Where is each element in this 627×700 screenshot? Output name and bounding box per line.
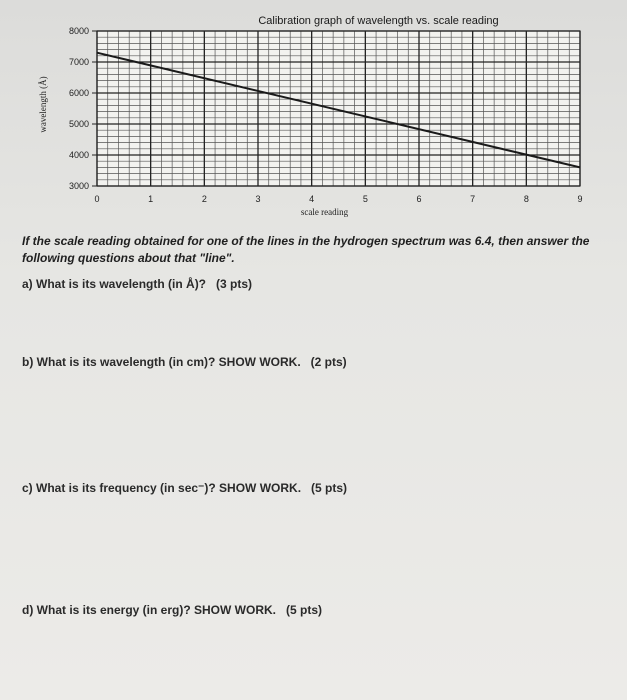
question-b — [22, 355, 347, 369]
x-tick-label: 3 — [255, 194, 261, 204]
x-tick-label: 8 — [523, 194, 529, 204]
x-tick-label: 7 — [470, 194, 476, 204]
problem-statement: If the scale reading obtained for one of the lines in the hydrogen spectrum was 6.4, then answer the following questions about that "line". — [22, 234, 590, 265]
question-b-points: (2 pts) — [310, 355, 347, 369]
calibration-chart — [0, 0, 627, 225]
x-tick-label: 1 — [148, 194, 154, 204]
plot-area — [97, 31, 580, 186]
question-d-text: d) What is its energy (in erg)? SHOW WORK. — [22, 603, 277, 617]
x-axis-label: scale reading — [300, 207, 349, 217]
y-tick-label: 6000 — [68, 88, 89, 98]
y-tick-label: 4000 — [68, 150, 89, 160]
chart-title: Calibration graph of wavelength vs. scale reading — [258, 15, 499, 27]
y-tick-label: 7000 — [68, 57, 89, 67]
x-tick-label: 6 — [416, 194, 422, 204]
x-tick-label: 4 — [309, 194, 315, 204]
question-d-points: (5 pts) — [286, 603, 323, 617]
x-tick-label: 2 — [201, 194, 207, 204]
question-c-text: c) What is its frequency (in sec⁻)? SHOW WORK. — [22, 481, 302, 495]
y-tick-label: 5000 — [68, 119, 89, 129]
question-c — [22, 481, 347, 495]
question-d — [22, 603, 322, 617]
y-tick-label: 8000 — [68, 26, 89, 36]
question-b-text: b) What is its wavelength (in cm)? SHOW WORK. — [22, 355, 301, 369]
x-tick-label: 9 — [577, 194, 583, 204]
x-tick-label: 0 — [94, 194, 100, 204]
question-c-points: (5 pts) — [311, 481, 348, 495]
y-axis-label: wavelength (Å) — [38, 76, 48, 133]
x-tick-label: 5 — [362, 194, 368, 204]
question-a-text: a) What is its wavelength (in Å)? — [22, 277, 207, 291]
question-a — [22, 277, 252, 291]
question-a-points: (3 pts) — [216, 277, 253, 291]
y-tick-label: 3000 — [68, 181, 89, 191]
